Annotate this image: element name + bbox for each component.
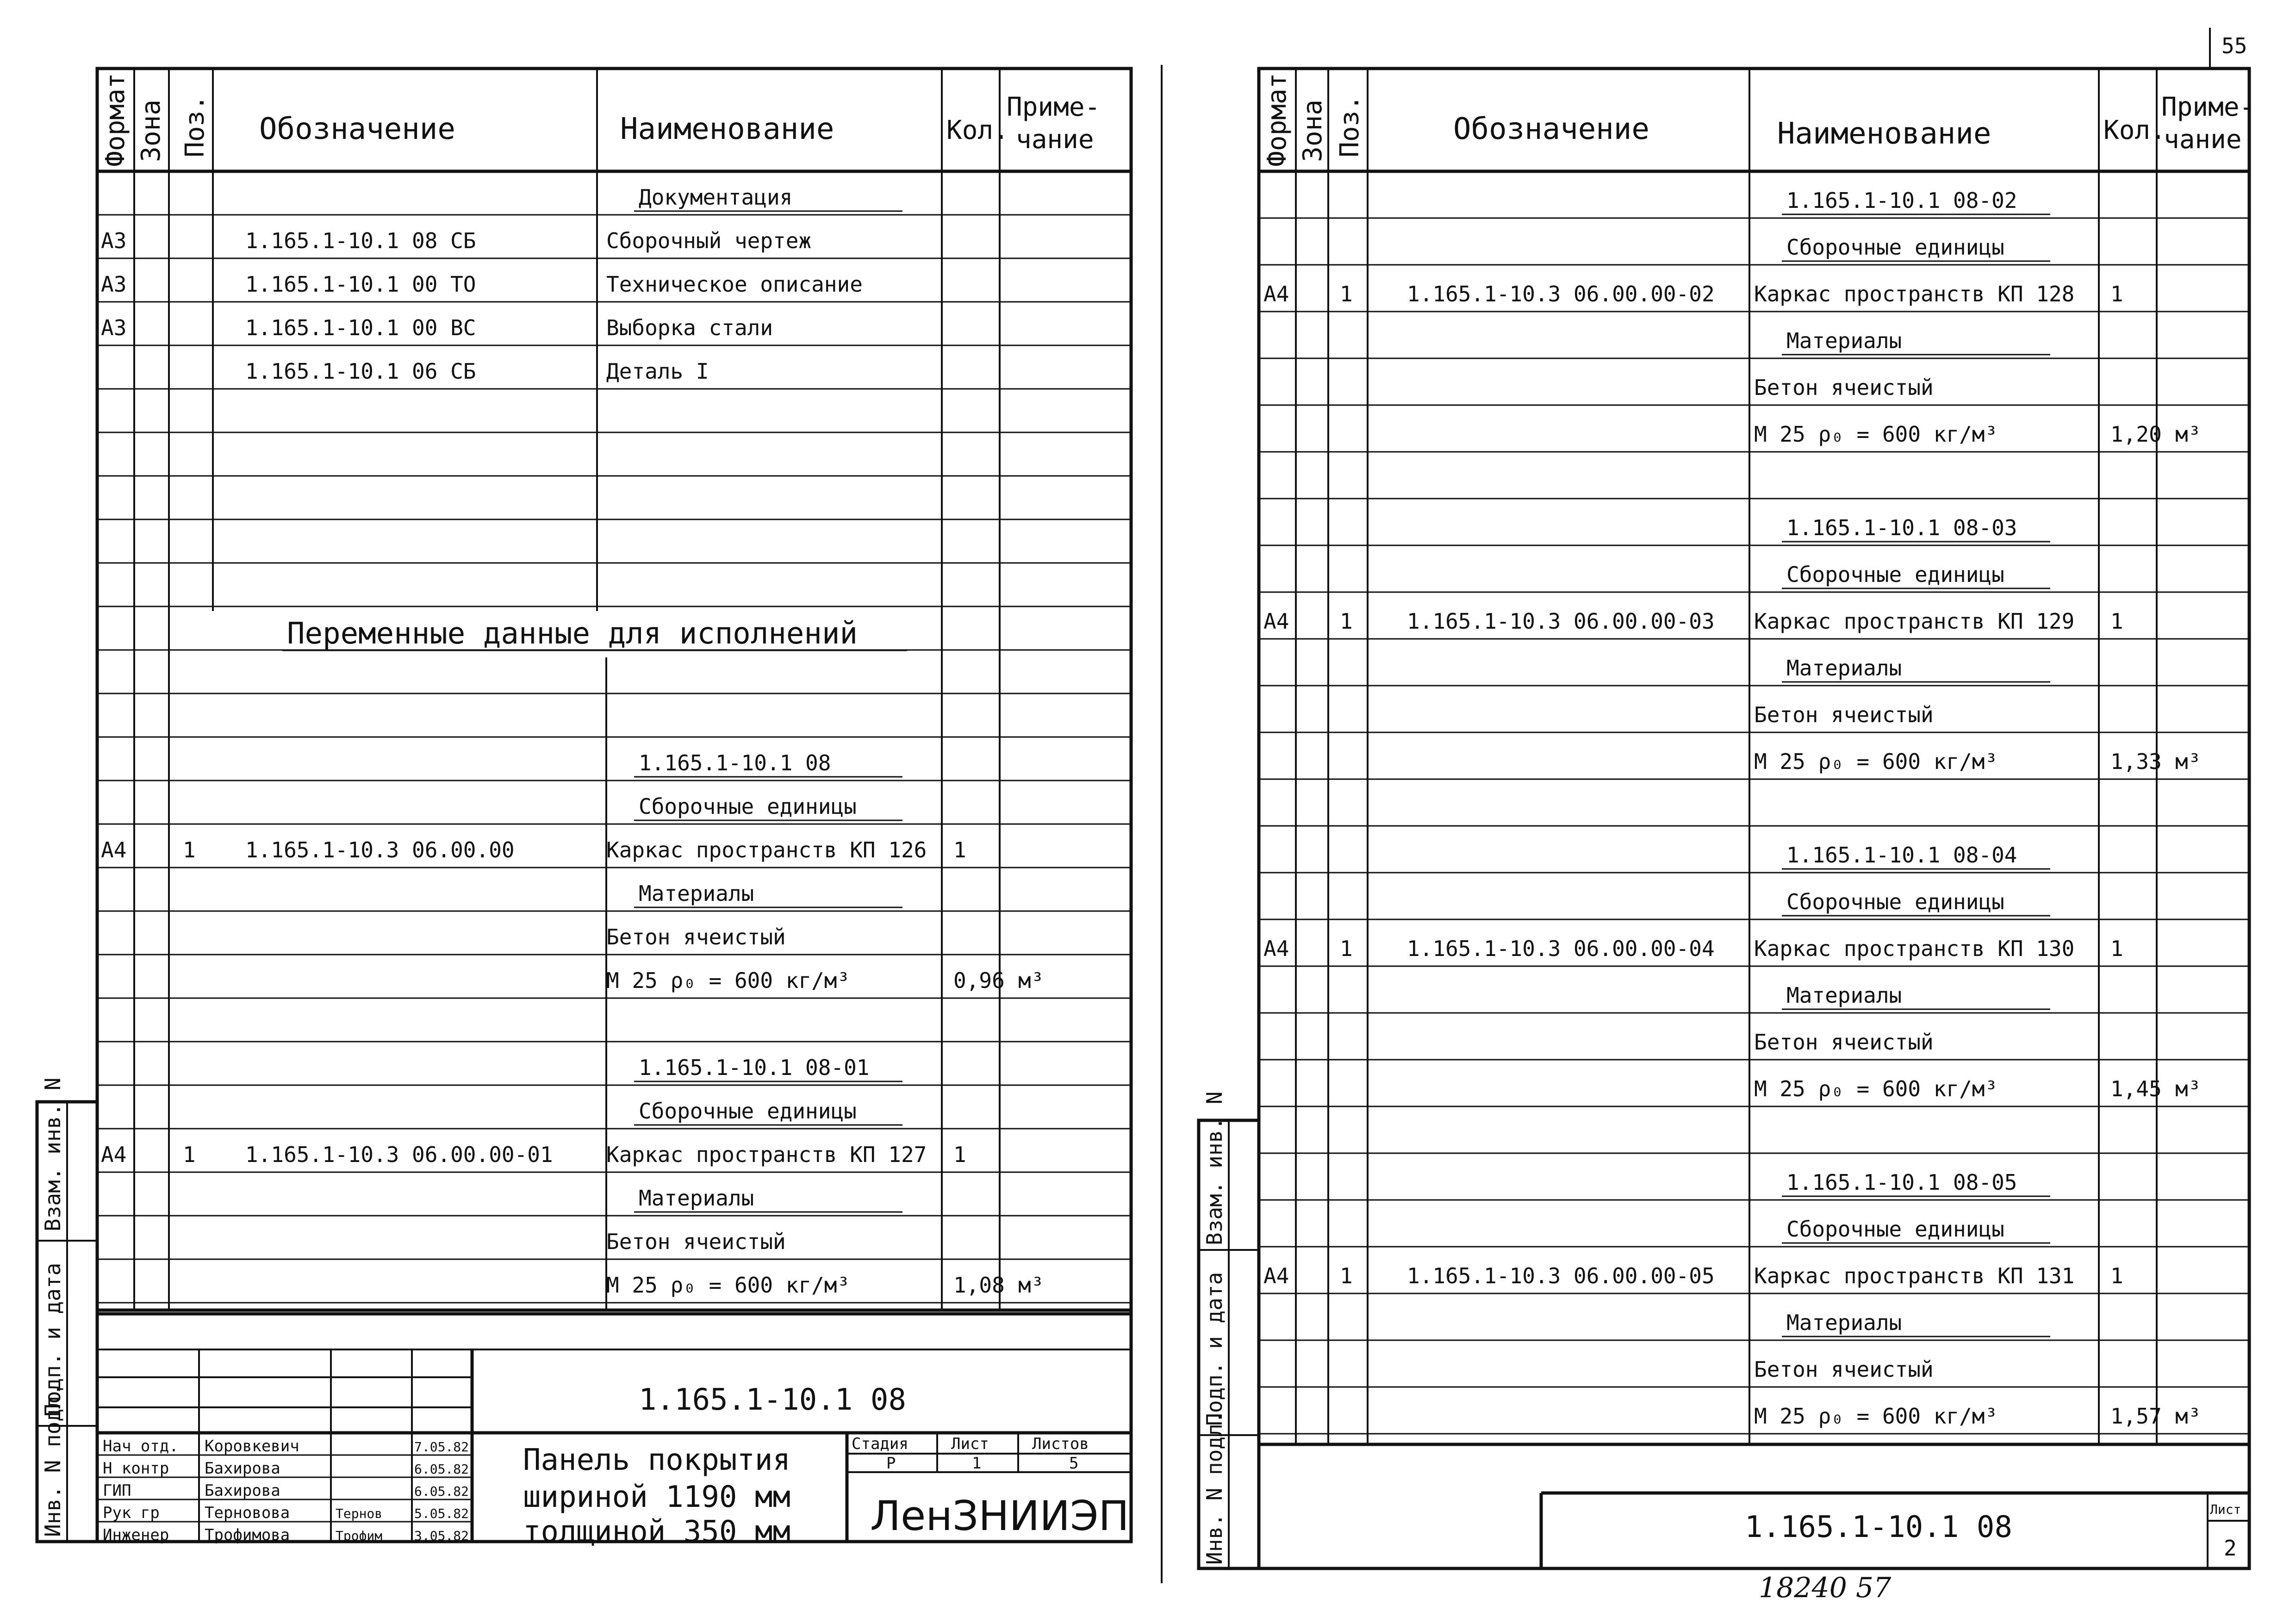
right-header-note-2: чание <box>2164 125 2242 155</box>
right-header-format: Формат <box>1262 73 1292 167</box>
row-name: Бетон ячеистый <box>606 924 786 949</box>
title-block <box>97 1310 1131 1549</box>
right-side-label-podp-data: Подп. и дата <box>1202 1272 1227 1426</box>
right-header-designation: Обозначение <box>1453 112 1649 146</box>
row-note: м³ <box>2175 1404 2201 1429</box>
row-format: А4 <box>101 1142 127 1167</box>
row-section-heading: Материалы <box>1786 1310 1902 1335</box>
row-section-heading: 1.165.1-10.1 08-05 <box>1786 1170 2017 1195</box>
title-line-2: шириной 1190 мм <box>523 1480 790 1514</box>
row-note: м³ <box>2175 1076 2201 1101</box>
row-pos: 1 <box>183 1142 196 1167</box>
row-name: М 25 ρ₀ = 600 кг/м³ <box>1754 1076 1998 1101</box>
row-note: м³ <box>1018 1273 1044 1298</box>
signer-signature: Трофим <box>336 1528 383 1543</box>
row-name: Каркас пространств КП 128 <box>1754 281 2075 306</box>
row-designation: 1.165.1-10.1 06 СБ <box>245 359 476 384</box>
row-name: М 25 ρ₀ = 600 кг/м³ <box>606 968 850 993</box>
right-side-label-inv-podl: Инв. N подл. <box>1202 1411 1227 1565</box>
row-name: Выборка стали <box>606 315 773 340</box>
row-designation: 1.165.1-10.1 00 ВС <box>245 315 476 340</box>
row-designation: 1.165.1-10.3 06.00.00-02 <box>1407 281 1715 306</box>
row-qty: 1,08 <box>953 1273 1005 1298</box>
side-label-vzam-inv: Взам. инв. N <box>40 1077 65 1231</box>
row-name: М 25 ρ₀ = 600 кг/м³ <box>1754 749 1998 774</box>
header-name: Наименование <box>620 112 834 146</box>
row-designation: 1.165.1-10.3 06.00.00-05 <box>1407 1263 1715 1288</box>
row-section-heading: 1.165.1-10.1 08-03 <box>1786 515 2017 540</box>
signer-date: 7.05.82 <box>414 1439 469 1455</box>
right-sheet-label: Лист <box>2210 1502 2241 1517</box>
row-format: А3 <box>101 315 127 340</box>
row-name: Сборочный чертеж <box>606 228 812 253</box>
right-spec-rows <box>1263 188 2201 1429</box>
header-pos: Поз. <box>180 95 210 157</box>
row-section-heading: Материалы <box>1786 328 1902 353</box>
signer-name: Коровкевич <box>205 1437 299 1455</box>
row-format: А3 <box>101 272 127 297</box>
row-qty: 1 <box>2110 936 2123 961</box>
row-name: Деталь I <box>606 359 709 384</box>
row-format: А4 <box>1263 609 1289 634</box>
row-section-heading: 1.165.1-10.1 08-01 <box>639 1055 870 1080</box>
right-header-name: Наименование <box>1777 117 1991 151</box>
signer-role: Нач отд. <box>103 1437 179 1455</box>
sheets-label: Листов <box>1032 1435 1089 1453</box>
signer-name: Бахирова <box>205 1459 280 1478</box>
row-name: Бетон ячеистый <box>1754 702 1934 727</box>
stage-label: Стадия <box>852 1435 908 1453</box>
signer-role: Рук гр <box>103 1504 160 1522</box>
row-designation: 1.165.1-10.3 06.00.00-03 <box>1407 609 1715 634</box>
left-spec-sheet <box>37 69 1131 1549</box>
page-number: 55 <box>2221 33 2247 58</box>
row-section-heading: Сборочные единицы <box>639 1099 857 1124</box>
row-section-heading: Документация <box>639 185 793 210</box>
signer-name: Трофимова <box>205 1526 290 1544</box>
row-designation: 1.165.1-10.1 08 СБ <box>245 228 476 253</box>
row-pos: 1 <box>1340 281 1353 306</box>
row-qty: 1,33 <box>2110 749 2162 774</box>
org-logo-text: ЛенЗНИИЭП <box>870 1492 1129 1540</box>
row-name: Каркас пространств КП 129 <box>1754 609 2075 634</box>
row-name: Бетон ячеистый <box>606 1229 786 1254</box>
row-qty: 1 <box>953 1142 966 1167</box>
row-designation: 1.165.1-10.3 06.00.00-04 <box>1407 936 1715 961</box>
row-note: м³ <box>2175 422 2201 447</box>
signer-role: Н контр <box>103 1459 169 1478</box>
row-section-heading: Сборочные единицы <box>1786 235 2004 260</box>
row-section-heading: 1.165.1-10.1 08 <box>639 750 831 775</box>
row-name: Каркас пространств КП 126 <box>606 837 927 862</box>
row-qty: 1 <box>953 837 966 862</box>
row-format: А4 <box>1263 1263 1289 1288</box>
right-side-stamp <box>1199 1092 1259 1568</box>
row-designation: 1.165.1-10.3 06.00.00-01 <box>245 1142 553 1167</box>
row-name: Бетон ячеистый <box>1754 1030 1934 1055</box>
row-name: Техническое описание <box>606 272 863 297</box>
right-header-note-1: Приме- <box>2161 92 2255 122</box>
row-section-heading: Материалы <box>639 1186 754 1211</box>
row-name: Каркас пространств КП 130 <box>1754 936 2075 961</box>
right-header-zone: Зона <box>1298 100 1328 162</box>
right-spec-sheet <box>1199 69 2255 1568</box>
row-section-heading: Материалы <box>1786 656 1902 681</box>
row-qty: 1 <box>2110 609 2123 634</box>
row-section-heading: 1.165.1-10.1 08-04 <box>1786 843 2017 868</box>
row-qty: 1,45 <box>2110 1076 2162 1101</box>
row-name: М 25 ρ₀ = 600 кг/м³ <box>1754 422 1998 447</box>
right-row-lines <box>1259 218 2249 1434</box>
header-format: Формат <box>100 73 131 167</box>
row-name: Каркас пространств КП 127 <box>606 1142 927 1167</box>
signer-role: ГИП <box>103 1481 131 1500</box>
row-section-heading: Материалы <box>1786 983 1902 1008</box>
row-qty: 1,20 <box>2110 422 2162 447</box>
row-format: А3 <box>101 228 127 253</box>
row-pos: 1 <box>1340 609 1353 634</box>
row-section-heading: Материалы <box>639 881 754 906</box>
row-name: М 25 ρ₀ = 600 кг/м³ <box>606 1273 850 1298</box>
right-header-pos: Поз. <box>1335 95 1365 157</box>
row-section-heading: Сборочные единицы <box>639 794 857 819</box>
sheet-value: 1 <box>972 1454 982 1473</box>
row-name: М 25 ρ₀ = 600 кг/м³ <box>1754 1404 1998 1429</box>
row-section-heading: Сборочные единицы <box>1786 562 2004 587</box>
row-section-heading: Сборочные единицы <box>1786 889 2004 914</box>
signer-role: Инженер <box>103 1526 169 1544</box>
title-block-code: 1.165.1-10.1 08 <box>639 1383 906 1417</box>
stage-value: Р <box>886 1454 896 1473</box>
title-line-1: Панель покрытия <box>523 1443 790 1477</box>
signer-name: Терновова <box>205 1504 290 1522</box>
row-name: Бетон ячеистый <box>1754 375 1934 400</box>
row-name: Каркас пространств КП 131 <box>1754 1263 2075 1288</box>
header-note-1: Приме- <box>1007 92 1101 122</box>
right-header-qty: Кол. <box>2103 115 2166 145</box>
signer-name: Бахирова <box>205 1481 280 1500</box>
header-zone: Зона <box>136 100 166 162</box>
row-note: м³ <box>1018 968 1044 993</box>
signer-date: 6.05.82 <box>414 1484 469 1499</box>
header-designation: Обозначение <box>259 112 455 146</box>
signer-date: 3.05.82 <box>414 1528 469 1543</box>
title-line-3: толщиной 350 мм <box>523 1515 790 1549</box>
row-pos: 1 <box>1340 936 1353 961</box>
row-note: м³ <box>2175 749 2201 774</box>
signer-signature: Тернов <box>336 1506 383 1521</box>
right-sheet-value: 2 <box>2224 1536 2237 1561</box>
header-qty: Кол. <box>946 115 1009 145</box>
side-label-podp-data: Подп. и дата <box>40 1262 65 1417</box>
header-note-2: чание <box>1016 125 1094 155</box>
row-section-heading: 1.165.1-10.1 08-02 <box>1786 188 2017 213</box>
sheets-value: 5 <box>1069 1454 1079 1473</box>
row-section-heading: Сборочные единицы <box>1786 1217 2004 1242</box>
right-side-label-vzam-inv: Взам. инв. N <box>1202 1091 1227 1245</box>
row-pos: 1 <box>183 837 196 862</box>
row-qty: 1,57 <box>2110 1404 2162 1429</box>
left-spec-rows <box>101 185 1044 1298</box>
row-format: А4 <box>1263 281 1289 306</box>
side-label-inv-podl: Инв. N подл. <box>40 1383 65 1537</box>
left-side-stamp <box>37 1078 97 1542</box>
variable-data-title: Переменные данные для исполнений <box>287 617 858 651</box>
row-designation: 1.165.1-10.1 00 ТО <box>245 272 476 297</box>
title-block-signatures <box>103 1437 469 1544</box>
row-designation: 1.165.1-10.3 06.00.00 <box>245 837 515 862</box>
row-pos: 1 <box>1340 1263 1353 1288</box>
sheet-label: Лист <box>951 1435 989 1453</box>
signer-date: 6.05.82 <box>414 1462 469 1477</box>
signer-date: 5.05.82 <box>414 1506 469 1521</box>
row-format: А4 <box>101 837 127 862</box>
row-name: Бетон ячеистый <box>1754 1357 1934 1382</box>
row-format: А4 <box>1263 936 1289 961</box>
row-qty: 1 <box>2110 281 2123 306</box>
archive-number: 18240 57 <box>1759 1572 1892 1604</box>
right-title-code: 1.165.1-10.1 08 <box>1745 1510 2012 1544</box>
row-qty: 0,96 <box>953 968 1005 993</box>
row-qty: 1 <box>2110 1263 2123 1288</box>
